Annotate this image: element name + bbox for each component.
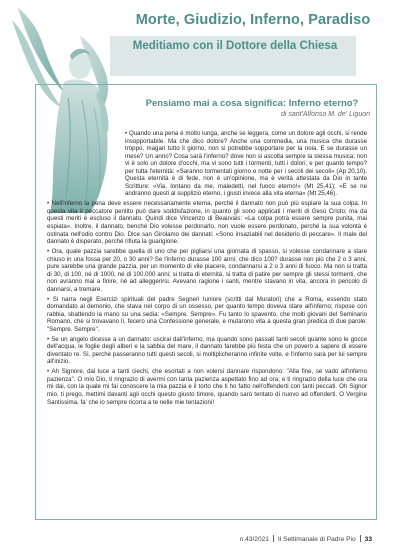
footer-separator <box>360 535 361 542</box>
article-body <box>47 130 367 408</box>
footer-separator <box>273 535 274 542</box>
article-paragraph: • Ora, quale pazzia sarebbe quella di uno che per pigliarsi una giornata di spasso, si volesse condannare a stare chiuso in una fossa per 20, o 30 anni? Se l'inferno durasse 100 anni; che dico 100? durasse non più che 2 o 3 anni, pure sarebbe una grande pazzia, per un momento di vile piacere, condannarsi a 2 o 3 anni di fuoco. Ma non si tratta di 30, di 100, né di 1000, né di 100.000 anni; si tratta di eternità, si tratta di patire per sempre gli stessi tormenti, che non avranno mai a finire, né ad alleggerirsi. Avevano ragione i santi, mentre stavano in vita, ancora in pericolo di dannarsi, a tremare. <box>47 247 367 293</box>
frame-line-right <box>376 84 377 519</box>
frame-line-top <box>35 84 376 85</box>
publication-name: Il Settimanale di Padre Pio <box>277 536 356 543</box>
article-title: Pensiamo mai a cosa significa: Inferno eterno? <box>145 98 359 109</box>
frame-line-bottom <box>35 519 377 520</box>
page-number: 33 <box>364 536 372 543</box>
article-paragraph: • Se un angelo dicesse a un dannato: uscirai dall'inferno, ma quando sono passati tanti secoli quante sono le gocce dell'acqua, le foglie degli alberi e la sabbia del mare, il dannato farebbe più festa che un povero a sapere di essere diventato re. Sì, perché passeranno tutti questi secoli, si moltiplicheranno infinite volte, e l'inferno sarà per lui sempre all'inizio. <box>47 335 367 366</box>
article-author: di sant'Alfonso M. de' Liguori <box>280 111 370 118</box>
article-paragraph: • Quando una pena è molto lunga, anche se leggera, come un dolore agli occhi, si rende insopportabile. Ma che dico dolore? Anche una commedia, una musica che durasse troppo, magari tutto il giorno, non si potrebbe sopportare per la noia. E se durasse un mese? Un anno? Cosa sarà l'inferno? dove non si ascolta sempre la stessa musica; non vi è solo un dolore d'occhi, ma vi sono tutti i tormenti, tutti i dolori; e per quanto tempo? per tutta l'eternità: «Saranno tormentati giorno e notte per i secoli dei secoli» (Ap 20,10). Questa eternità è di fede, non è un'opinione, ma è verità attestata da Dio in tante Scritture: «Via, lontano da me, maledetti, nel fuoco eterno!» (Mt 25,41); «E se ne andranno questi al supplizio eterno, i giusti invece alla vita eterna» (Mt 25,46). <box>125 130 367 198</box>
page-subtitle: Meditiamo con il Dottore della Chiesa <box>132 40 338 52</box>
article-paragraph: • Si narra negli Esercizi spirituali del padre Segneri Iuniore (scritti dal Muratori) che a Roma, essendo stato domandato al demonio, che stava nel corpo di un ossesso, per quanto tempo doveva stare all'inferno; rispose con rabbia, sbattendo la mano su una sedia: «Sempre. Sempre». Fu tanto lo spavento, che molti giovani del Seminario Romano, che si trovavano lì, fecero una Confessione generale, e mutarono vita a questa gran predica di due parole: "Sempre. Sempre". <box>47 295 367 333</box>
page-title: Morte, Giudizio, Inferno, Paradiso <box>135 12 371 28</box>
article-paragraph: • Ah Signore, dai luce a tanti ciechi, che esortati a non volersi dannare rispondono: "Alla fine, se vado all'inferno pazienza". O mio Dio, ti ringrazio di avermi con tanta pazienza aspettato fino ad ora; e ti ringrazio della luce che ora mi dai, con la quale mi fai conoscere la mia pazzia e il torto che ti ho fatto nell'offenderti con tanti peccati. Oh Signor mio, ti prego, mettimi davanti agli occhi questo giusto timore, quando sarò tentato di nuovo ad offenderti. O Vergine Santissima, fa' che io sempre ricorra a te nelle mie tentazioni! <box>47 368 367 406</box>
frame-line-left <box>35 84 36 519</box>
page-footer <box>240 535 372 543</box>
issue-number: n.43/2021 <box>239 536 269 543</box>
article-paragraph: • Nell'inferno la pena deve essere necessariamente eterna, perché il dannato non può più espiare la sua colpa. In questa vita il peccatore pentito può dare soddisfazione, in quanto gli sono applicati i meriti di Gesù Cristo; ma da questi meriti è escluso il dannato. Quindi dice Vincenzo di Beauvais: «La colpa potrà essere sempre punita, mai espiata». Inoltre, il dannato, benché Dio volesse perdonarlo, non vuole essere perdonato, perché la sua volontà è ostinata nell'odio contro Dio. Dice san Girolamo dei dannati: «Sono insaziabili nel desiderio di peccare». Il male del dannato è disperato, perché rifiuta la guarigione. <box>47 200 367 246</box>
